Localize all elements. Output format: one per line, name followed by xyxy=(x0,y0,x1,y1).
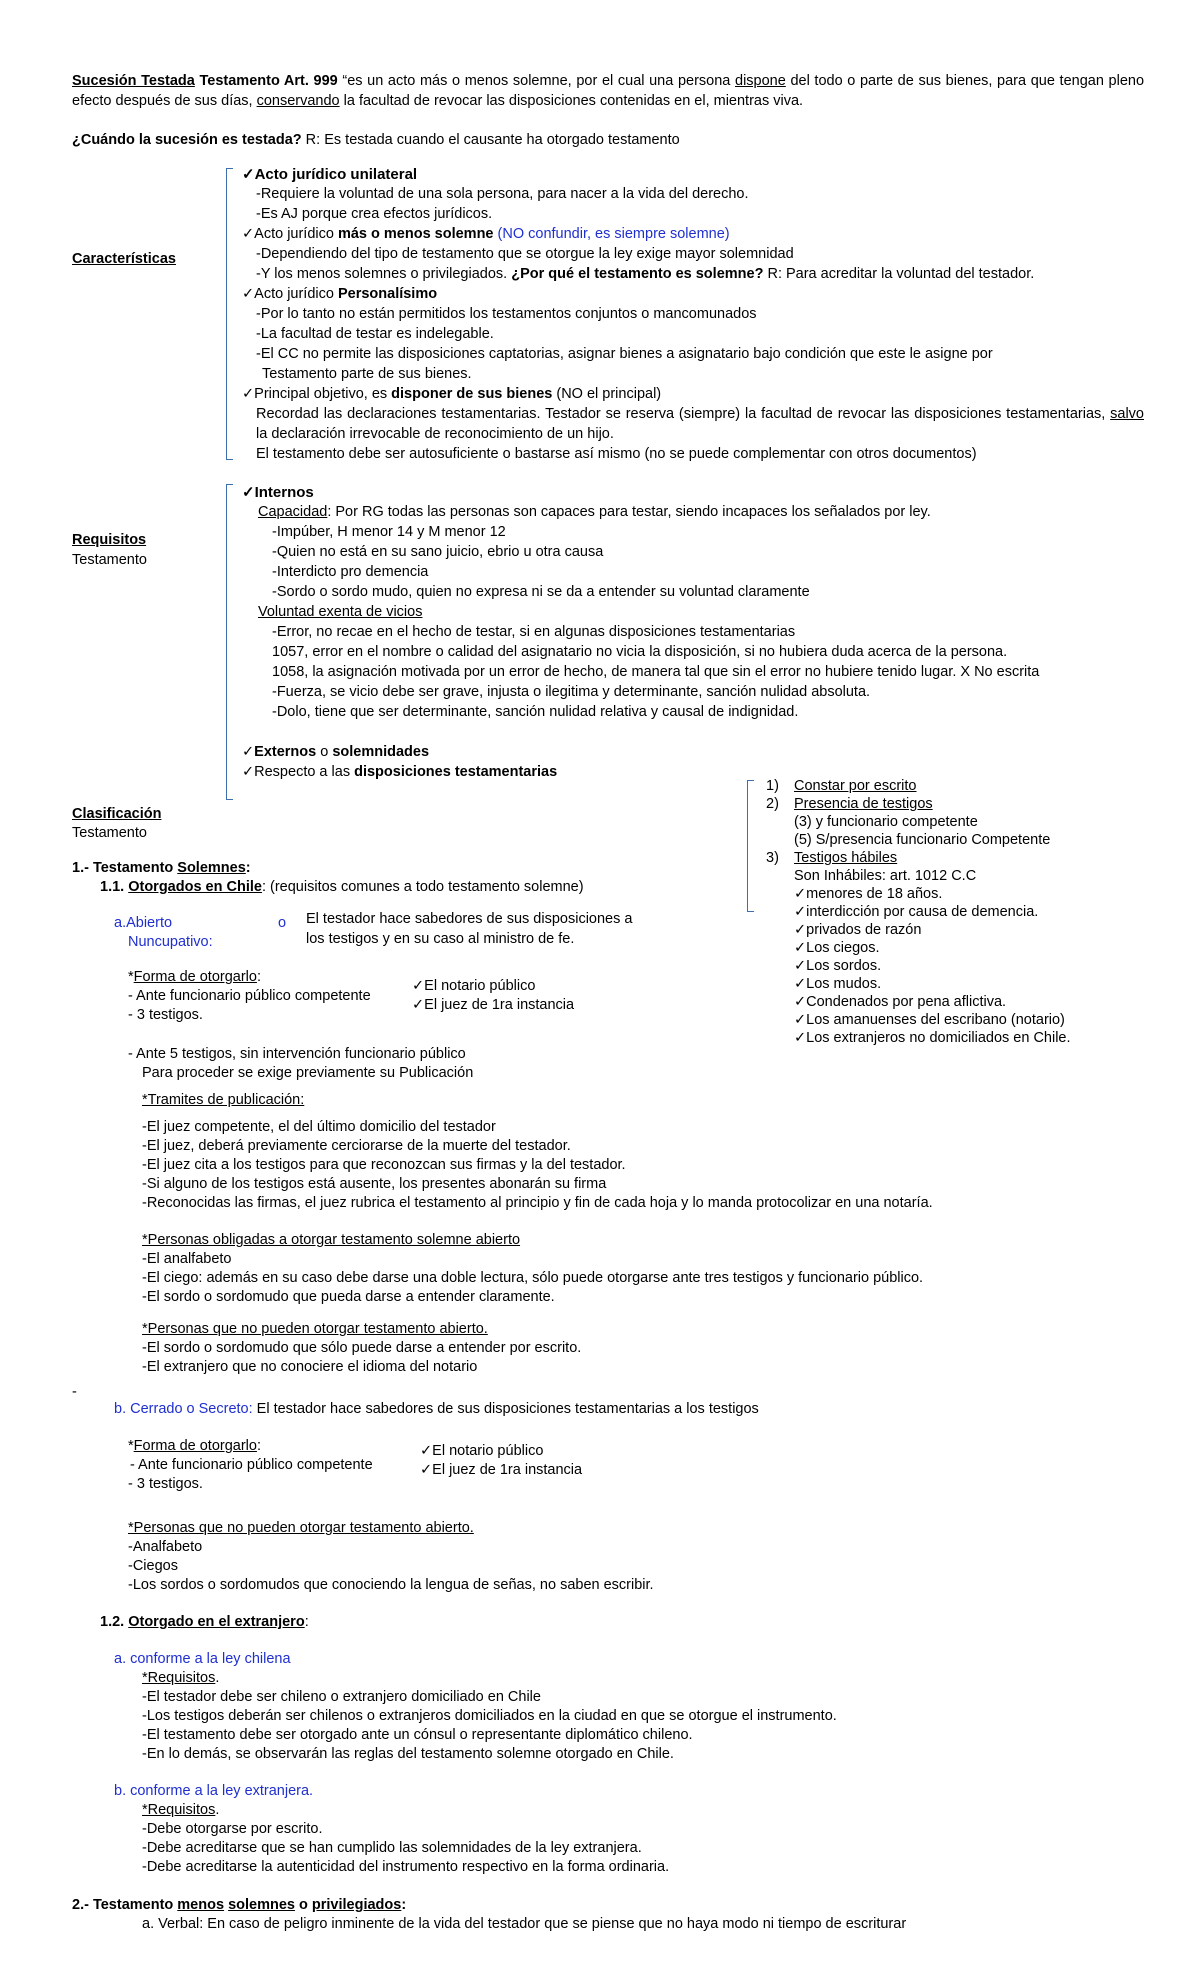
question-text: ¿Cuándo la sucesión es testada? xyxy=(72,132,302,148)
list-check-item: ✓Los extranjeros no domiciliados en Chile. xyxy=(794,1030,1071,1046)
list-check-item: ✓privados de razón xyxy=(794,922,922,938)
heading-underline: privilegiados xyxy=(311,1897,402,1913)
caracteristicas-brace xyxy=(226,168,233,460)
forma-label: Forma de otorgarlo xyxy=(133,1438,257,1454)
check-icon: ✓ xyxy=(242,744,255,760)
req-line: -Dolo, tiene que ser determinante, sanción nulidad relativa y causal de indignidad. xyxy=(272,704,799,720)
abierto-sublabel: Nuncupativo: xyxy=(128,934,213,950)
answer-text: R: Es testada cuando el causante ha otorgado testamento xyxy=(301,132,680,148)
cerrado-label: b. Cerrado o Secreto: xyxy=(114,1401,253,1417)
car-line: -Dependiendo del tipo de testamento que se otorgue la ley exige mayor solemnidad xyxy=(256,246,794,262)
tramite-line: -Si alguno de los testigos está ausente, los presentes abonarán su firma xyxy=(142,1176,607,1192)
car-bold: Personalísimo xyxy=(337,286,438,302)
cerrado-no-pueden-line: -Los sordos o sordomudos que conociendo la lengua de señas, no saben escribir. xyxy=(128,1577,654,1593)
abierto-line: - Ante 5 testigos, sin intervención funcionario público xyxy=(128,1046,466,1062)
forma-star: * xyxy=(128,969,134,985)
forma-star: * xyxy=(128,1438,134,1454)
car-paragraph xyxy=(256,405,1144,444)
car-item-objetivo xyxy=(242,385,661,405)
title-sucesion: Sucesión Testada xyxy=(72,73,195,89)
section-otorgados-chile xyxy=(100,878,584,898)
cerrado-line xyxy=(114,1400,759,1420)
car-line: Testamento parte de sus bienes. xyxy=(262,366,472,382)
cerrado-forma xyxy=(128,1437,261,1457)
list-number: 1) xyxy=(766,778,779,794)
car-line: El testamento debe ser autosuficiente o bastarse así mismo (no se puede complementar con otros documentos) xyxy=(256,446,977,462)
car-text: R: Para acreditar la voluntad del testador. xyxy=(763,266,1035,282)
abierto-line: - 3 testigos. xyxy=(128,1007,203,1023)
obligadas-line: -El sordo o sordomudo que pueda darse a entender claramente. xyxy=(142,1289,555,1305)
req-respecto xyxy=(242,763,557,783)
tramite-line: -Reconocidas las firmas, el juez rubrica el testamento al principio y fin de cada hoja y lo manda protocolizar en una notaría. xyxy=(142,1195,933,1211)
heading-underline: Otorgado en el extranjero xyxy=(128,1614,305,1630)
no-pueden-heading: *Personas que no pueden otorgar testamento abierto. xyxy=(142,1321,488,1337)
heading-underline: Solemnes xyxy=(177,860,246,876)
heading-text: 1.2. xyxy=(100,1614,129,1630)
req-internos: ✓Internos xyxy=(242,484,314,501)
list-item: Constar por escrito xyxy=(794,778,917,794)
cerrado-desc: El testador hace sabedores de sus disposiciones testamentarias a los testigos xyxy=(252,1401,759,1417)
req-line: -Fuerza, se vicio debe ser grave, injusta o ilegitima y determinante, sanción nulidad absoluta. xyxy=(272,684,871,700)
forma-colon: : xyxy=(256,1438,261,1454)
clasificacion-sublabel: Testamento xyxy=(72,825,147,841)
req-line: 1058, la asignación motivada por un error de hecho, de manera tal que sin el error no hubiere tenido lugar. X No escrita xyxy=(272,664,1040,680)
list-number: 2) xyxy=(766,796,779,812)
extranjero-line: -Debe acreditarse la autenticidad del instrumento respectivo en la forma ordinaria. xyxy=(142,1859,670,1875)
tramite-line: -El juez competente, el del último domicilio del testador xyxy=(142,1119,496,1135)
req-bold: Externos xyxy=(254,744,317,760)
tramites-heading: *Tramites de publicación: xyxy=(142,1092,305,1108)
car-line xyxy=(256,265,1034,285)
req-bold: solemnidades xyxy=(332,744,430,760)
section-solemnes xyxy=(72,859,251,879)
tramite-line: -El juez cita a los testigos para que reconozcan sus firmas y la del testador. xyxy=(142,1157,626,1173)
abierto-check: ✓El juez de 1ra instancia xyxy=(412,997,575,1013)
heading-text: 1.1. xyxy=(100,879,129,895)
req-line: -Interdicto pro demencia xyxy=(272,564,429,580)
requisitos-subheading xyxy=(142,1669,219,1689)
req-line: -Error, no recae en el hecho de testar, si en algunas disposiciones testamentarias xyxy=(272,624,796,640)
req-bold: disposiciones testamentarias xyxy=(354,764,558,780)
cerrado-check: ✓El juez de 1ra instancia xyxy=(420,1462,583,1478)
req-text: o xyxy=(316,744,333,760)
list-check-item: ✓Los amanuenses del escribano (notario) xyxy=(794,1012,1065,1028)
requisitos-underline: *Requisitos xyxy=(142,1670,216,1686)
car-line: -La facultad de testar es indelegable. xyxy=(256,326,494,342)
verbal-line: a. Verbal: En caso de peligro inminente de la vida del testador que se piense que no haya modo ni tiempo de escriturar xyxy=(142,1916,907,1932)
definition-text: “es un acto más o menos solemne, por el cual una persona xyxy=(342,73,735,89)
cerrado-line-item: - Ante funcionario público competente xyxy=(130,1457,373,1473)
car-bold: ¿Por qué el testamento es solemne? xyxy=(511,266,764,282)
ley-extranjera-heading: b. conforme a la ley extranjera. xyxy=(114,1783,314,1799)
car-line: -Por lo tanto no están permitidos los testamentos conjuntos o mancomunados xyxy=(256,306,757,322)
list-check-item: ✓interdicción por causa de demencia. xyxy=(794,904,1039,920)
title-articulo: Testamento Art. 999 xyxy=(199,73,338,89)
section-extranjero xyxy=(100,1613,309,1633)
clasificacion-label: Clasificación xyxy=(72,806,162,822)
section-menos-solemnes xyxy=(72,1896,406,1916)
abierto-line: - Ante funcionario público competente xyxy=(128,988,371,1004)
car-item-personalisimo xyxy=(242,285,437,305)
forma-colon: : xyxy=(256,969,261,985)
extranjero-line: -Debe acreditarse que se han cumplido las solemnidades de la ley extranjera. xyxy=(142,1840,642,1856)
heading-underline: solemnes xyxy=(228,1897,295,1913)
car-text: ✓Acto jurídico xyxy=(242,286,338,302)
cerrado-no-pueden-line: -Analfabeto xyxy=(128,1539,203,1555)
car-text: (NO el principal) xyxy=(552,386,662,402)
car-line: -Es AJ porque crea efectos jurídicos. xyxy=(256,206,493,222)
abierto-label: a.Abierto xyxy=(114,915,173,931)
tramite-line: -El juez, deberá previamente cerciorarse de la muerte del testador. xyxy=(142,1138,571,1154)
list-subitem: Son Inhábiles: art. 1012 C.C xyxy=(794,868,977,884)
requisitos-sublabel: Testamento xyxy=(72,552,147,568)
car-line: -El CC no permite las disposiciones captatorias, asignar bienes a asignatario bajo condición que este le asigne por xyxy=(256,346,993,362)
heading-underline: menos xyxy=(177,1897,225,1913)
car-text: -Y los menos solemnes o privilegiados. xyxy=(256,266,512,282)
req-line: -Quien no está en su sano juicio, ebrio u otra causa xyxy=(272,544,604,560)
heading-text: 2.- Testamento xyxy=(72,1897,178,1913)
req-line: -Impúber, H menor 14 y M menor 12 xyxy=(272,524,506,540)
intro-paragraph xyxy=(72,72,1144,111)
car-bold: más o menos solemne xyxy=(337,226,494,242)
no-pueden-line: -El sordo o sordomudo que sólo puede darse a entender por escrito. xyxy=(142,1340,582,1356)
car-underline: salvo xyxy=(1110,406,1144,422)
requisitos-label: Requisitos xyxy=(72,532,147,548)
req-externos xyxy=(242,743,429,763)
obligadas-heading: *Personas obligadas a otorgar testamento solemne abierto xyxy=(142,1232,521,1248)
req-capacidad xyxy=(258,503,931,523)
right-list-brace xyxy=(747,780,754,912)
car-text: Recordad las declaraciones testamentarias. Testador se reserva (siempre) la facultad de revocar las disposiciones testamentarias, xyxy=(256,406,1111,422)
req-voluntad: Voluntad exenta de vicios xyxy=(258,604,423,620)
definition-dispone: dispone xyxy=(735,73,786,89)
car-bold: disponer de sus bienes xyxy=(391,386,553,402)
forma-label: Forma de otorgarlo xyxy=(133,969,257,985)
requisitos-brace xyxy=(226,484,233,800)
obligadas-line: -El analfabeto xyxy=(142,1251,232,1267)
list-check-item: ✓menores de 18 años. xyxy=(794,886,943,902)
req-text: : Por RG todas las personas son capaces para testar, siendo incapaces los señalados por ley. xyxy=(327,504,931,520)
definition-conservando: conservando xyxy=(256,92,340,109)
extranjero-line: -Los testigos deberán ser chilenos o extranjeros domiciliados en la ciudad en que se otorgue el instrumento. xyxy=(142,1708,837,1724)
ley-chilena-heading: a. conforme a la ley chilena xyxy=(114,1651,291,1667)
bullet-icon: o xyxy=(278,915,287,931)
cerrado-no-pueden-heading: *Personas que no pueden otorgar testamento abierto. xyxy=(128,1520,474,1536)
heading-text: o xyxy=(294,1897,312,1913)
obligadas-line: -El ciego: además en su caso debe darse una doble lectura, sólo puede otorgarse ante tres testigos y funcionario público. xyxy=(142,1270,924,1286)
abierto-check: ✓El notario público xyxy=(412,978,536,994)
list-check-item: ✓Los sordos. xyxy=(794,958,882,974)
list-item: Presencia de testigos xyxy=(794,796,933,812)
list-check-item: ✓Condenados por pena aflictiva. xyxy=(794,994,1007,1010)
cerrado-no-pueden-line: -Ciegos xyxy=(128,1558,178,1574)
heading-text: 1.- Testamento xyxy=(72,860,178,876)
extranjero-line: -Debe otorgarse por escrito. xyxy=(142,1821,323,1837)
car-item-unilateral: ✓Acto jurídico unilateral xyxy=(242,166,418,183)
requisitos-dot: . xyxy=(215,1670,220,1686)
list-item: Testigos hábiles xyxy=(794,850,898,866)
req-line: -Sordo o sordo mudo, quien no expresa ni se da a entender su voluntad claramente xyxy=(272,584,810,600)
car-text: ✓Principal objetivo, es xyxy=(242,386,392,402)
list-check-item: ✓Los ciegos. xyxy=(794,940,880,956)
list-check-item: ✓Los mudos. xyxy=(794,976,882,992)
requisitos-underline: *Requisitos xyxy=(142,1802,216,1818)
heading-text: : xyxy=(245,860,251,876)
abierto-forma xyxy=(128,968,261,988)
heading-text: : xyxy=(401,1897,407,1913)
car-line: -Requiere la voluntad de una sola persona, para nacer a la vida del derecho. xyxy=(256,186,749,202)
extranjero-line: -El testador debe ser chileno o extranjero domiciliado en Chile xyxy=(142,1689,541,1705)
definition-text-3: la facultad de revocar las disposiciones contenidas en el, mientras viva. xyxy=(339,92,804,109)
caracteristicas-label: Características xyxy=(72,251,176,267)
question-line xyxy=(72,131,680,151)
cerrado-check: ✓El notario público xyxy=(420,1443,544,1459)
car-text: ✓Acto jurídico xyxy=(242,226,338,242)
extranjero-line: -En lo demás, se observarán las reglas del testamento solemne otorgado en Chile. xyxy=(142,1746,674,1762)
heading-text: : xyxy=(304,1614,309,1630)
req-underline: Capacidad xyxy=(258,504,328,520)
no-pueden-line: -El extranjero que no conociere el idioma del notario xyxy=(142,1359,478,1375)
list-subitem: (5) S/presencia funcionario Competente xyxy=(794,832,1051,848)
car-item-solemne xyxy=(242,225,730,245)
req-line: 1057, error en el nombre o calidad del asignatario no vicia la disposición, si no hubiera duda acerca de la persona. xyxy=(272,644,1008,660)
req-text: ✓Respecto a las xyxy=(242,764,355,780)
extranjero-line: -El testamento debe ser otorgado ante un cónsul o representante diplomático chileno. xyxy=(142,1727,693,1743)
abierto-desc: El testador hace sabedores de sus disposiciones a xyxy=(306,911,633,927)
abierto-line: Para proceder se exige previamente su Publicación xyxy=(142,1065,474,1081)
heading-text: : (requisitos comunes a todo testamento solemne) xyxy=(261,879,584,895)
cerrado-line-item: - 3 testigos. xyxy=(128,1476,203,1492)
requisitos-dot: . xyxy=(215,1802,220,1818)
heading-underline: Otorgados en Chile xyxy=(128,879,262,895)
requisitos-subheading xyxy=(142,1801,219,1821)
abierto-desc: los testigos y en su caso al ministro de fe. xyxy=(306,931,575,947)
car-text: la declaración irrevocable de reconocimiento de un hijo. xyxy=(256,425,614,442)
car-note-blue: (NO confundir, es siempre solemne) xyxy=(493,226,730,242)
stray-dash: - xyxy=(72,1384,77,1400)
definition-text-2: del todo o parte de sus bienes, para que tengan pleno efecto después de sus días, xyxy=(72,73,1145,109)
list-number: 3) xyxy=(766,850,779,866)
list-subitem: (3) y funcionario competente xyxy=(794,814,978,830)
